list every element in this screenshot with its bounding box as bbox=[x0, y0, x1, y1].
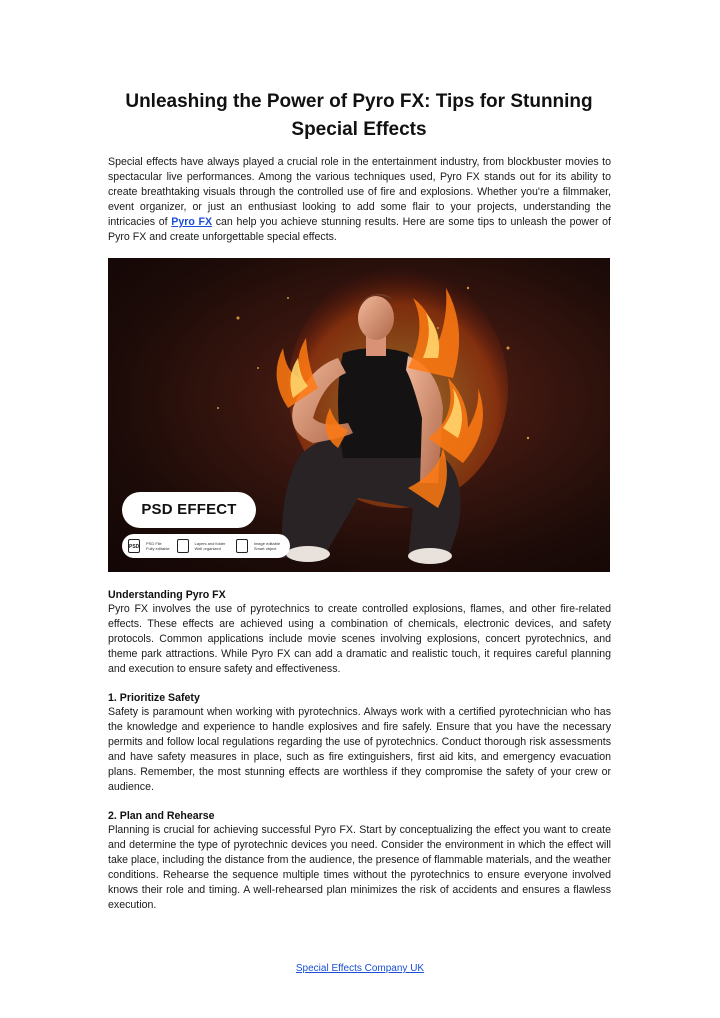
section-body: Safety is paramount when working with pyrotechnics. Always work with a certified pyrotechnician who has the knowledge and experience to handle explosives and fire safely. Ensure that you have the necessary permits and follow local regulations regarding the use of pyrotechnics. Conduct thorough risk assessments and have safety measures in place, such as fire extinguishers, first aid kits, and emergency evacuation plans. Remember, the most stunning effects are worthless if they compromise the safety of your crew or audience. bbox=[108, 706, 611, 793]
pyro-fx-link[interactable]: Pyro FX bbox=[171, 215, 213, 228]
section-heading: 2. Plan and Rehearse bbox=[108, 810, 215, 822]
right-shoe bbox=[408, 548, 452, 564]
feature-text: Image editable Smart object bbox=[253, 541, 281, 551]
psd-file-icon: PSD bbox=[128, 539, 140, 553]
intro-text-after: can help you achieve stunning results. Here are some tips to unleash the power of Pyro FX and create unforgettable special effects. bbox=[108, 215, 611, 243]
intro-text-before: Special effects have always played a crucial role in the entertainment industry, from blockbuster movies to spectacular live performances. Among the various techniques used, Pyro FX stands out for its ability to create breathtaking visuals through the controlled use of fire and explosions. Whether you're a filmmaker, event organizer, or just an enthusiast looking to add some flair to your projects, understanding the intricacies of bbox=[108, 156, 611, 228]
page-title: Unleashing the Power of Pyro FX: Tips for Stunning Special Effects bbox=[125, 91, 593, 140]
psd-effect-badge: PSD EFFECT bbox=[122, 492, 256, 528]
image-icon bbox=[236, 539, 248, 553]
layers-icon bbox=[177, 539, 189, 553]
head bbox=[358, 296, 394, 340]
section-heading: Understanding Pyro FX bbox=[108, 589, 226, 601]
hero-image bbox=[108, 258, 610, 572]
feature-text: Layers and folder Well organized bbox=[194, 541, 226, 551]
intro-paragraph bbox=[108, 155, 611, 244]
section-body: Pyro FX involves the use of pyrotechnics to create controlled explosions, flames, and other fire-related effects. These effects are achieved using a combination of chemicals, electronic devices, and safety protocols. Common applications include movie scenes involving explosions, concert pyrotechnics, and theme park attractions. While Pyro FX can add a dramatic and realistic touch, it requires careful planning and execution to ensure safety and effectiveness. bbox=[108, 603, 611, 675]
footer-link[interactable]: Special Effects Company UK bbox=[295, 963, 425, 974]
feature-text: PSD File Fully editable bbox=[146, 541, 170, 551]
section-heading: 1. Prioritize Safety bbox=[108, 692, 200, 704]
left-shoe bbox=[286, 546, 330, 562]
feature-strip bbox=[122, 534, 290, 558]
section-body: Planning is crucial for achieving successful Pyro FX. Start by conceptualizing the effect you want to create and determine the type of pyrotechnic devices you need. Consider the environment in which the effect will take place, including the distance from the audience, the presence of flammable materials, and the weather conditions. Rehearse the sequence multiple times without the pyrotechnics to ensure everyone involved knows their role and timing. A well-rehearsed plan minimizes the risk of accidents and ensures a flawless execution. bbox=[108, 824, 611, 911]
